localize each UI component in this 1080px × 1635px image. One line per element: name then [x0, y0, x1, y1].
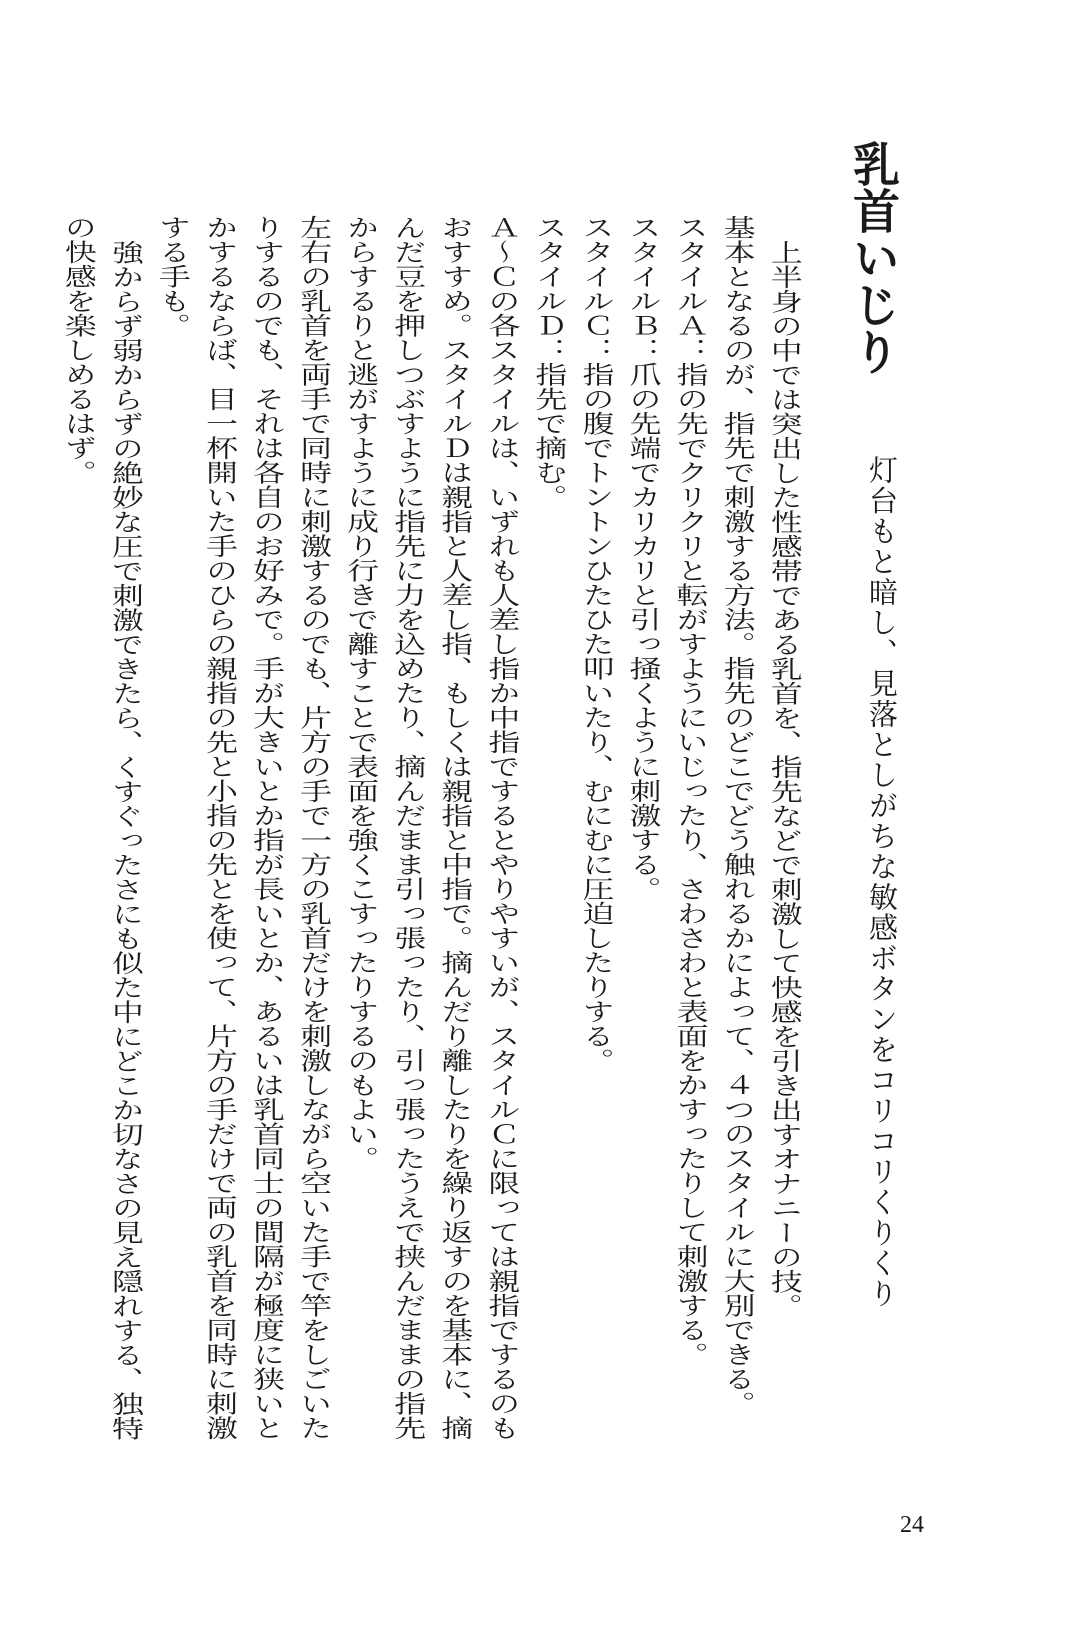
section-title: 乳首いじり: [845, 140, 900, 375]
paragraph: 基本となるのが、指先で刺激する方法。指先のどこでどう触れるかによって、４つのスタイルに大別できる。: [719, 215, 758, 1416]
paragraph: Ａ～Ｃの各スタイルは、いずれも人差し指か中指でするとやりやすいが、スタイルＣに限っては親指でするのもおすすめ。スタイルＤは親指と人差し指、もしくは親指と中指で。摘んだり離したりを繰り返すのを基本に、摘んだ豆を押しつぶすように指先に力を込めたり、摘んだまま引っ張ったり、引っ張ったうえで挟んだままの指先からするりと逃がすように成り行きで離すことで表面を強くこすったりするのもよい。: [342, 215, 522, 1440]
paragraph: スタイルＣ：指の腹でトントンひたひた叩いたり、むにむに圧迫したりする。: [578, 215, 616, 1073]
paragraph: スタイルＡ：指の先でクリクリと転がすようにいじったり、さわさわと表面をかすったりして刺激する。: [672, 215, 710, 1367]
section-subtitle: 灯台もと暗し、見落としがちな敏感ボタンをコリコリくりくり: [865, 455, 899, 1309]
page-number: 24: [900, 1512, 924, 1538]
paragraph: スタイルＢ：爪の先端でカリカリと引っ掻くように刺激する。: [625, 215, 663, 901]
body-text: [55, 215, 808, 1460]
paragraph: スタイルＤ：指先で摘む。: [531, 215, 569, 509]
paragraph: 左右の乳首を両手で同時に刺激するのでも、片方の手で一方の乳首だけを刺激しながら空いた手で竿をしごいたりするのでも、それは各自のお好みで。手が大きいとか指が長いとか、あるいは乳首同士の間隔が極度に狭いとかするならば、目一杯開いた手のひらの親指の先と小指の先とを使って、片方の手だけで両の乳首を同時に刺激する手も。: [154, 215, 334, 1440]
paragraph: 強からず弱からずの絶妙な圧で刺激できたら、くすぐったさにも似た中にどこか切なさの見え隠れする、独特の快感を楽しめるはず。: [60, 215, 146, 1440]
paragraph: 上半身の中では突出した性感帯である乳首を、指先などで刺激して快感を引き出すオナニーの技。: [766, 239, 805, 1318]
